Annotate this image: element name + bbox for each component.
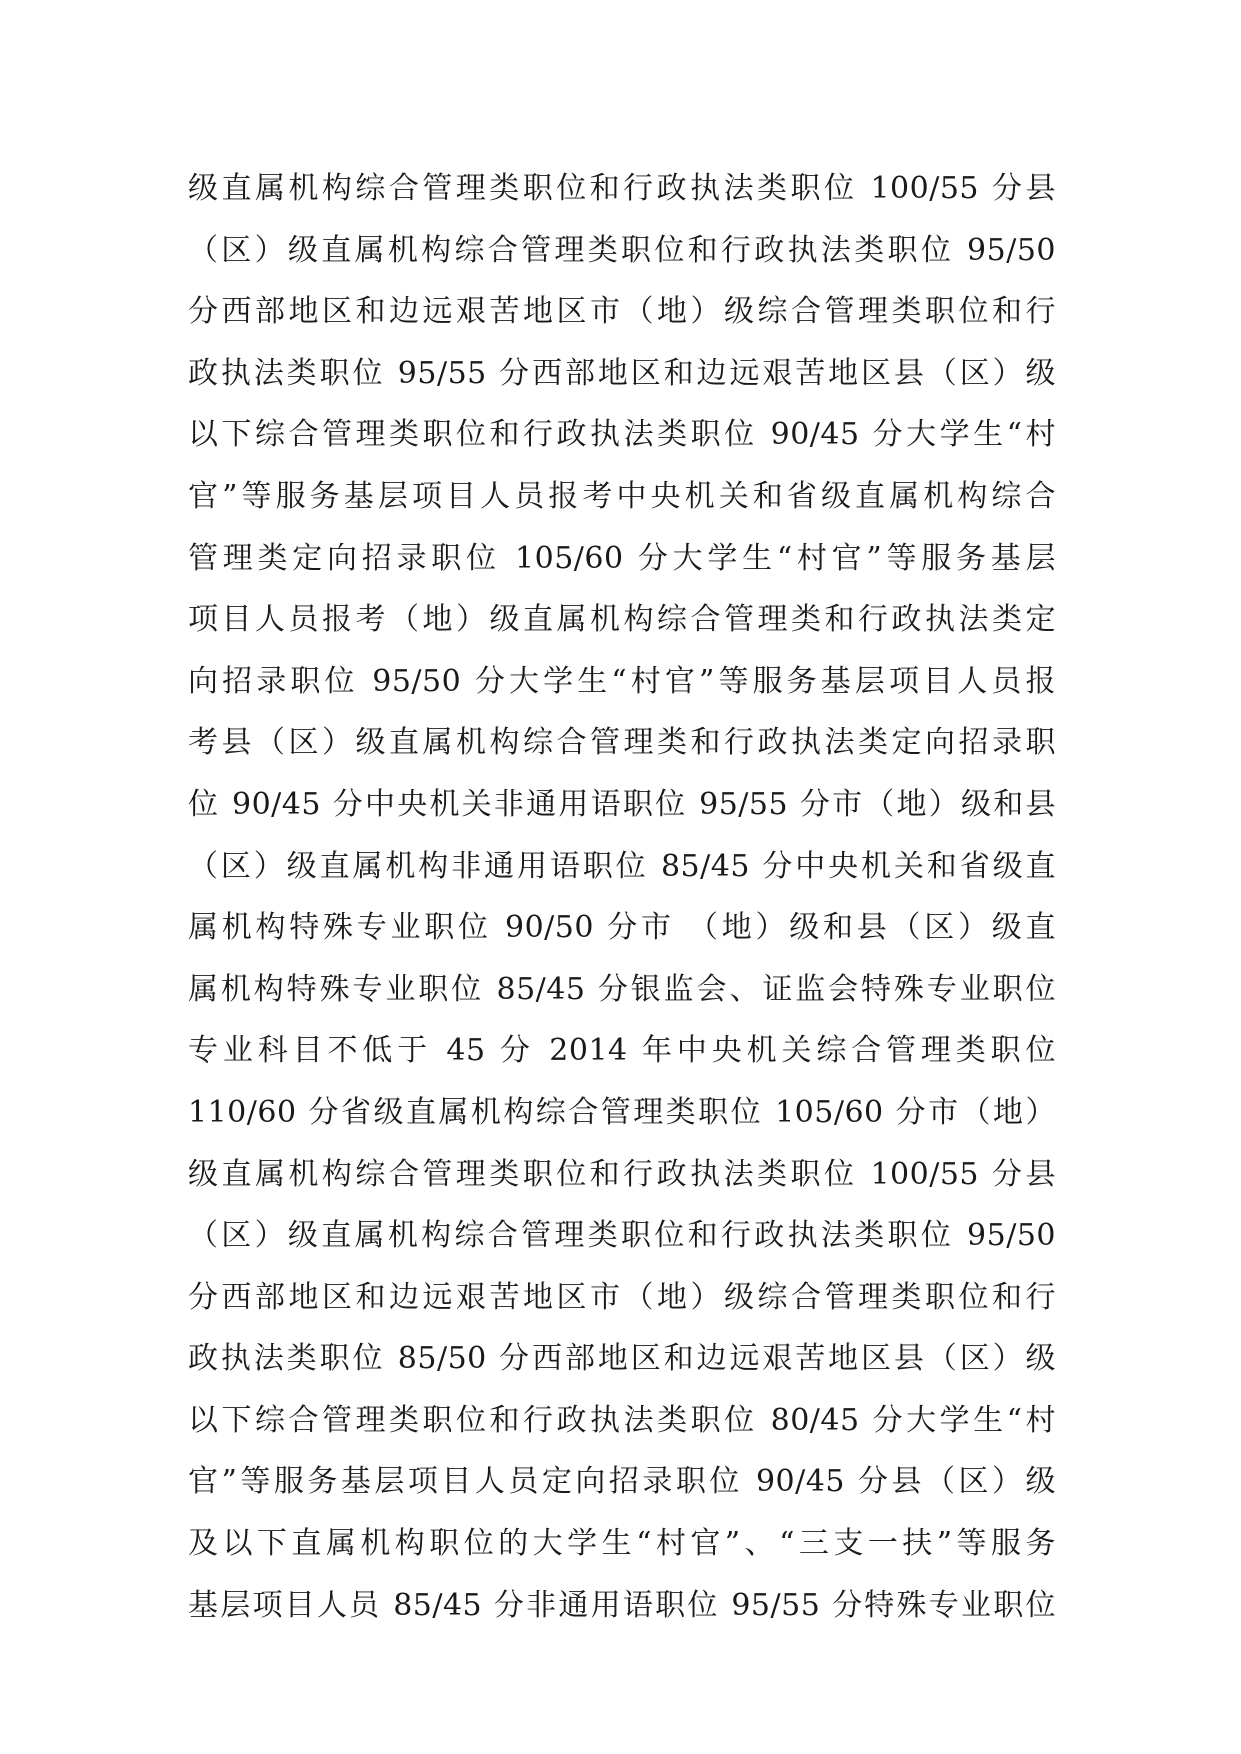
text-line: （区）级直属机构综合管理类职位和行政执法类职位 95/50 [188,232,1056,268]
text-line: 基层项目人员 85/45 分非通用语职位 95/55 分特殊专业职位 [188,1587,1056,1623]
text-line: 属机构特殊专业职位 85/45 分银监会、证监会特殊专业职位 [188,971,1056,1007]
text-line: 官”等服务基层项目人员报考中央机关和省级直属机构综合 [188,478,1056,514]
text-line: 专业科目不低于 45 分 2014 年中央机关综合管理类职位 [188,1033,1056,1069]
text-line: 官”等服务基层项目人员定向招录职位 90/45 分县（区）级 [188,1464,1056,1500]
text-line: 管理类定向招录职位 105/60 分大学生“村官”等服务基层 [188,540,1056,576]
text-line: 级直属机构综合管理类职位和行政执法类职位 100/55 分县 [188,1156,1056,1192]
text-line: 政执法类职位 95/55 分西部地区和边远艰苦地区县（区）级 [188,355,1056,391]
text-line: 以下综合管理类职位和行政执法类职位 90/45 分大学生“村 [188,417,1056,453]
text-line: 向招录职位 95/50 分大学生“村官”等服务基层项目人员报 [188,663,1056,699]
text-line: 及以下直属机构职位的大学生“村官”、“三支一扶”等服务 [188,1526,1056,1562]
text-line: 考县（区）级直属机构综合管理类和行政执法类定向招录职 [188,725,1056,761]
text-line: 位 90/45 分中央机关非通用语职位 95/55 分市（地）级和县 [188,786,1056,822]
text-line: 分西部地区和边远艰苦地区市（地）级综合管理类职位和行 [188,294,1056,330]
body-text [188,158,1056,1636]
text-line: （区）级直属机构非通用语职位 85/45 分中央机关和省级直 [188,848,1056,884]
text-line: （区）级直属机构综合管理类职位和行政执法类职位 95/50 [188,1218,1056,1254]
text-line: 级直属机构综合管理类职位和行政执法类职位 100/55 分县 [188,171,1056,206]
text-line: 110/60 分省级直属机构综合管理类职位 105/60 分市（地） [188,1094,1056,1130]
text-line: 以下综合管理类职位和行政执法类职位 80/45 分大学生“村 [188,1402,1056,1438]
text-line: 属机构特殊专业职位 90/50 分市 （地）级和县（区）级直 [188,910,1056,946]
text-line: 项目人员报考（地）级直属机构综合管理类和行政执法类定 [188,602,1056,638]
text-line: 分西部地区和边远艰苦地区市（地）级综合管理类职位和行 [188,1279,1056,1315]
text-line: 政执法类职位 85/50 分西部地区和边远艰苦地区县（区）级 [188,1341,1056,1377]
